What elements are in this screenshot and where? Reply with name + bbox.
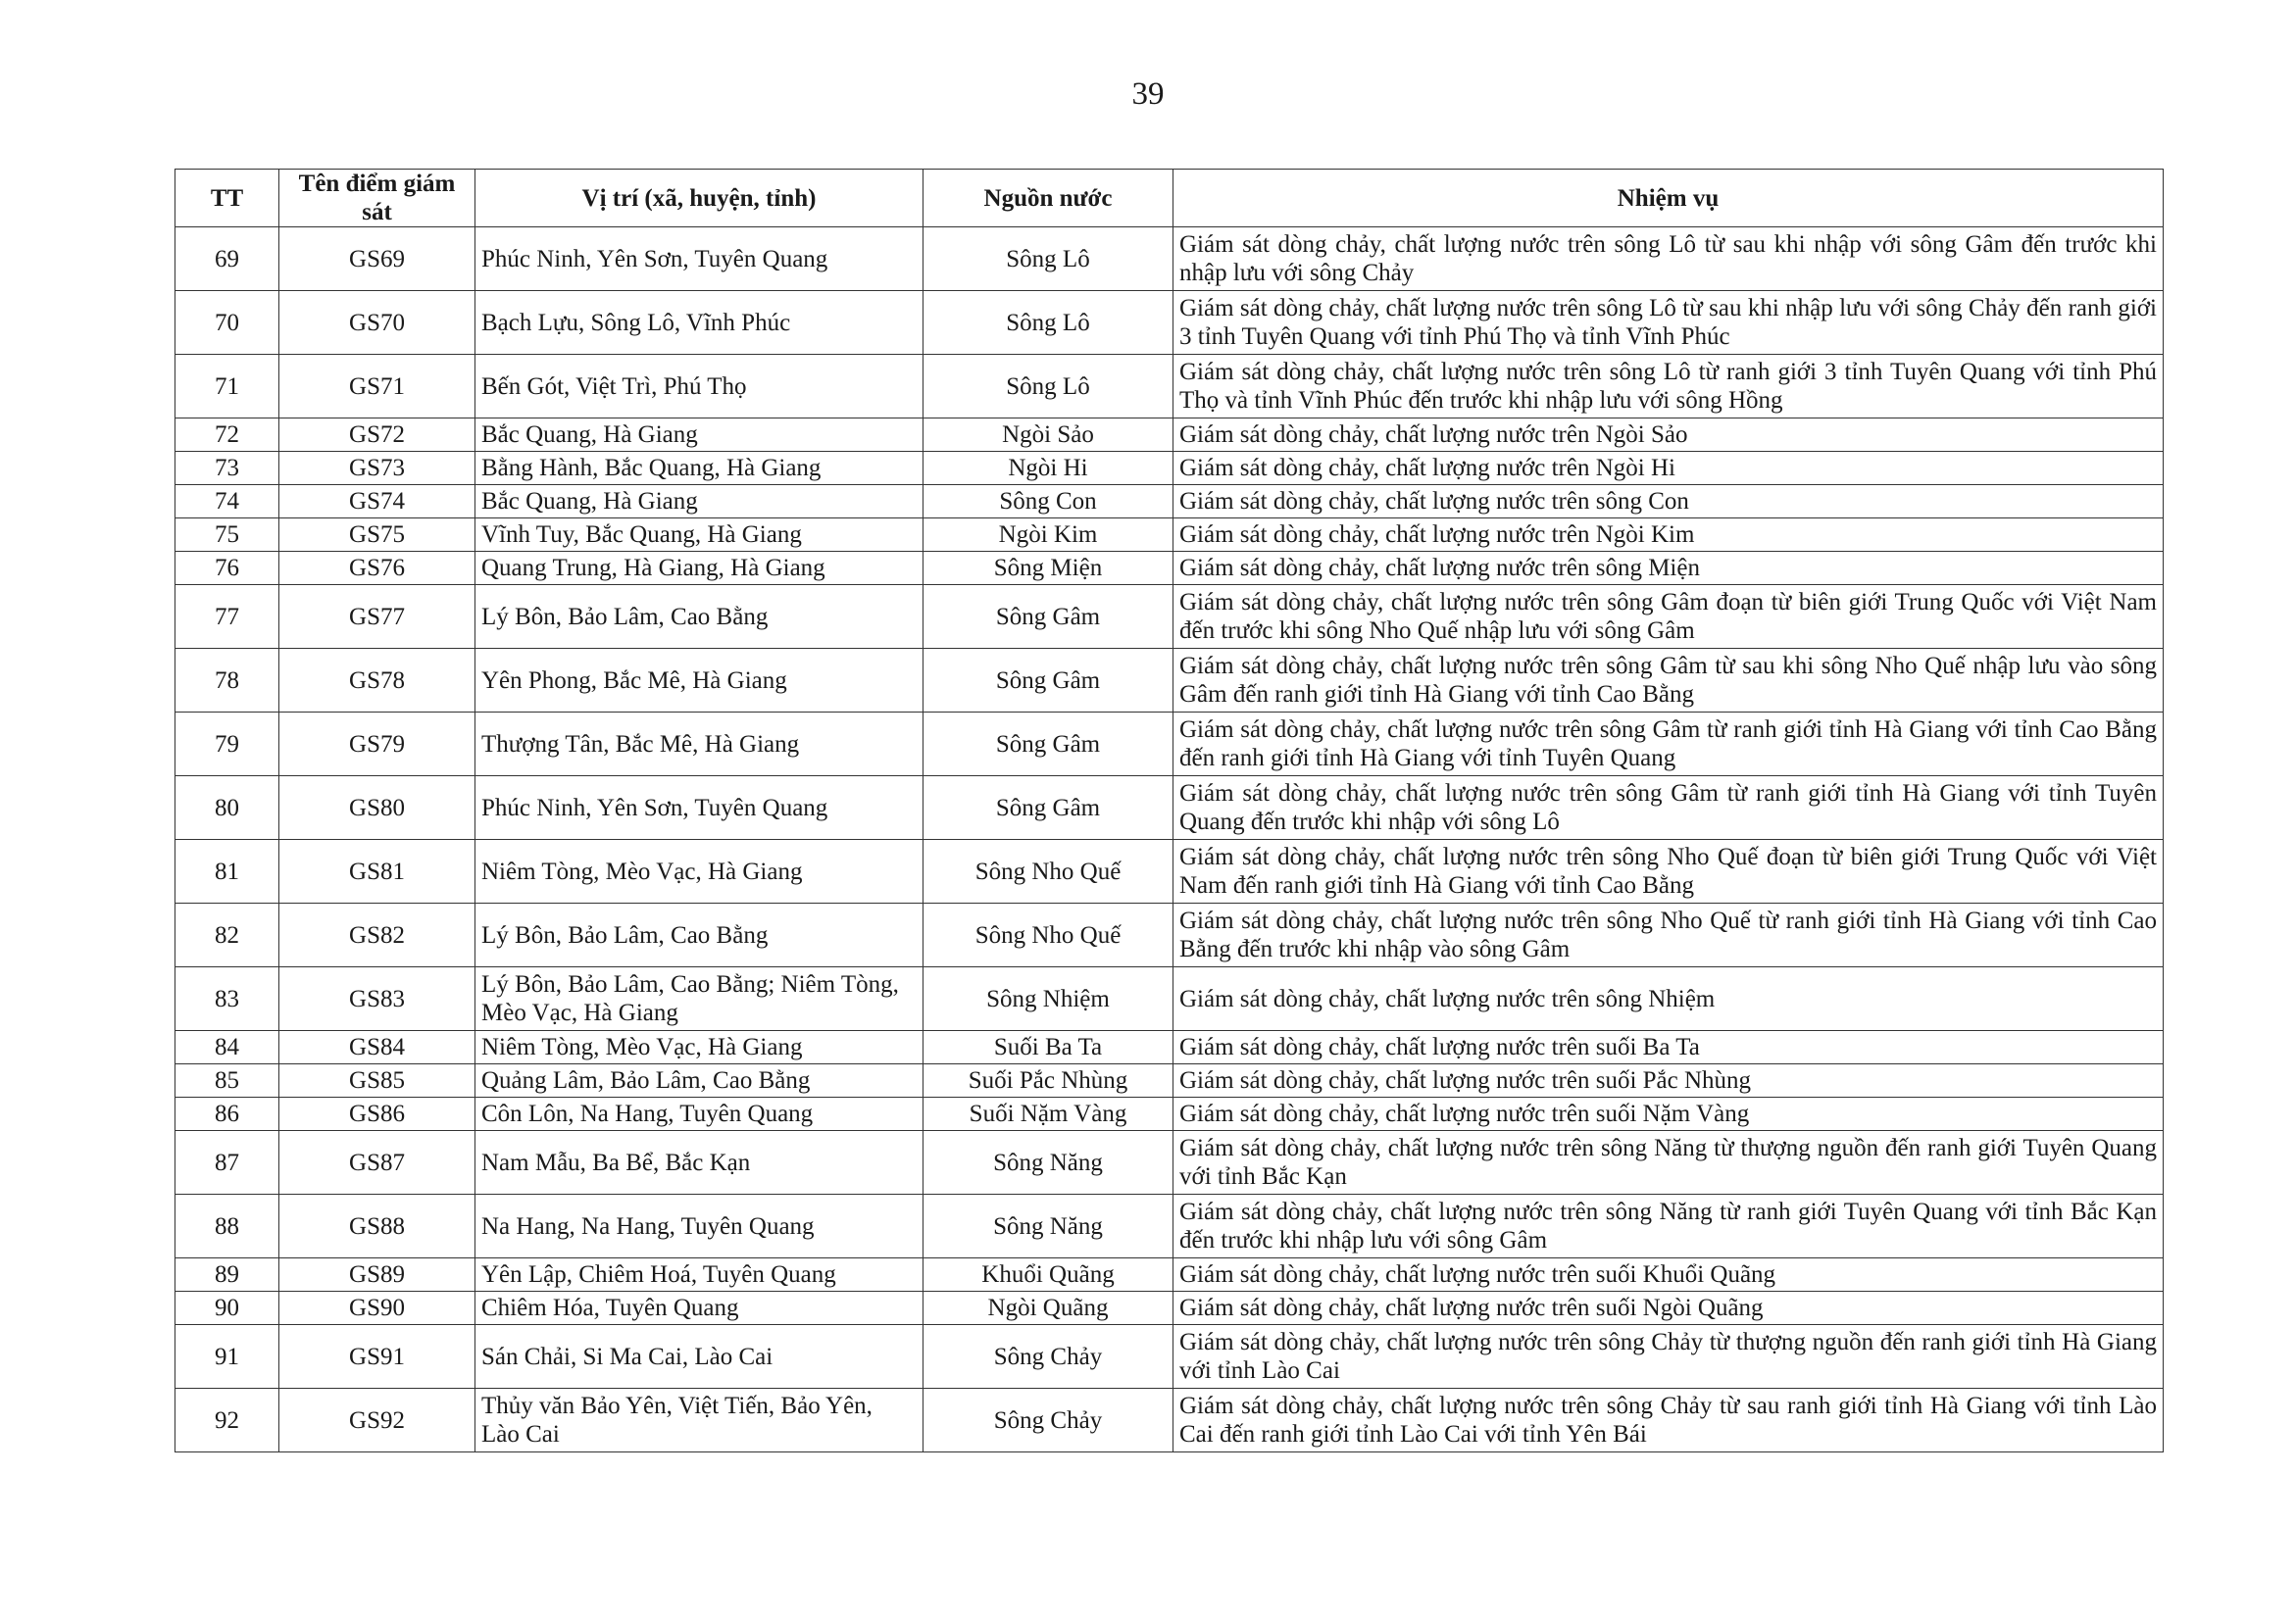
- cell-tt: 85: [175, 1064, 279, 1098]
- cell-location: Thượng Tân, Bắc Mê, Hà Giang: [475, 713, 923, 776]
- table-row: [175, 967, 2164, 1031]
- cell-monitoring-point-name: GS72: [279, 418, 475, 452]
- cell-location: Bạch Lựu, Sông Lô, Vĩnh Phúc: [475, 291, 923, 355]
- cell-task: Giám sát dòng chảy, chất lượng nước trên suối Khuổi Quãng: [1173, 1258, 2164, 1292]
- table-row: [175, 904, 2164, 967]
- cell-location: Phúc Ninh, Yên Sơn, Tuyên Quang: [475, 227, 923, 291]
- table-row: [175, 585, 2164, 649]
- cell-tt: 77: [175, 585, 279, 649]
- cell-monitoring-point-name: GS74: [279, 485, 475, 518]
- cell-water-source: Sông Chảy: [923, 1389, 1173, 1452]
- table-row: [175, 1195, 2164, 1258]
- table-header-row: [175, 170, 2164, 227]
- monitoring-table-wrapper: [175, 169, 2163, 1452]
- cell-water-source: Sông Chảy: [923, 1325, 1173, 1389]
- cell-water-source: Suối Nặm Vàng: [923, 1098, 1173, 1131]
- header-monitoring-point-name: Tên điểm giám sát: [279, 170, 475, 227]
- cell-water-source: Suối Ba Ta: [923, 1031, 1173, 1064]
- table-row: [175, 1064, 2164, 1098]
- cell-water-source: Sông Năng: [923, 1131, 1173, 1195]
- cell-location: Bằng Hành, Bắc Quang, Hà Giang: [475, 452, 923, 485]
- cell-task: Giám sát dòng chảy, chất lượng nước trên sông Con: [1173, 485, 2164, 518]
- cell-tt: 73: [175, 452, 279, 485]
- cell-water-source: Sông Miện: [923, 552, 1173, 585]
- table-row: [175, 518, 2164, 552]
- cell-task: Giám sát dòng chảy, chất lượng nước trên sông Nho Quế từ ranh giới tỉnh Hà Giang với tỉnh Cao Bằng đến trước khi nhập vào sông Gâm: [1173, 904, 2164, 967]
- cell-water-source: Sông Năng: [923, 1195, 1173, 1258]
- cell-monitoring-point-name: GS92: [279, 1389, 475, 1452]
- cell-task: Giám sát dòng chảy, chất lượng nước trên Ngòi Kim: [1173, 518, 2164, 552]
- cell-water-source: Sông Lô: [923, 291, 1173, 355]
- table-row: [175, 713, 2164, 776]
- cell-monitoring-point-name: GS71: [279, 355, 475, 418]
- cell-location: Niêm Tòng, Mèo Vạc, Hà Giang: [475, 1031, 923, 1064]
- header-water-source: Nguồn nước: [923, 170, 1173, 227]
- cell-location: Lý Bôn, Bảo Lâm, Cao Bằng: [475, 904, 923, 967]
- cell-location: Niêm Tòng, Mèo Vạc, Hà Giang: [475, 840, 923, 904]
- cell-task: Giám sát dòng chảy, chất lượng nước trên sông Chảy từ thượng nguồn đến ranh giới tỉnh Hà Giang với tỉnh Lào Cai: [1173, 1325, 2164, 1389]
- cell-tt: 80: [175, 776, 279, 840]
- cell-task: Giám sát dòng chảy, chất lượng nước trên suối Pắc Nhùng: [1173, 1064, 2164, 1098]
- cell-water-source: Sông Gâm: [923, 649, 1173, 713]
- monitoring-points-table: [175, 169, 2164, 1452]
- cell-water-source: Ngòi Kim: [923, 518, 1173, 552]
- cell-task: Giám sát dòng chảy, chất lượng nước trên Ngòi Hi: [1173, 452, 2164, 485]
- cell-tt: 75: [175, 518, 279, 552]
- cell-task: Giám sát dòng chảy, chất lượng nước trên Ngòi Sảo: [1173, 418, 2164, 452]
- cell-task: Giám sát dòng chảy, chất lượng nước trên sông Gâm từ ranh giới tỉnh Hà Giang với tỉnh Tuyên Quang đến trước khi nhập với sông Lô: [1173, 776, 2164, 840]
- cell-location: Phúc Ninh, Yên Sơn, Tuyên Quang: [475, 776, 923, 840]
- table-row: [175, 1389, 2164, 1452]
- cell-location: Côn Lôn, Na Hang, Tuyên Quang: [475, 1098, 923, 1131]
- cell-tt: 89: [175, 1258, 279, 1292]
- cell-location: Nam Mẫu, Ba Bể, Bắc Kạn: [475, 1131, 923, 1195]
- table-row: [175, 1131, 2164, 1195]
- table-row: [175, 1258, 2164, 1292]
- cell-water-source: Sông Lô: [923, 355, 1173, 418]
- cell-water-source: Sông Gâm: [923, 585, 1173, 649]
- cell-tt: 84: [175, 1031, 279, 1064]
- cell-tt: 83: [175, 967, 279, 1031]
- cell-water-source: Sông Gâm: [923, 713, 1173, 776]
- cell-tt: 71: [175, 355, 279, 418]
- cell-monitoring-point-name: GS69: [279, 227, 475, 291]
- cell-location: Quang Trung, Hà Giang, Hà Giang: [475, 552, 923, 585]
- table-row: [175, 1325, 2164, 1389]
- cell-tt: 91: [175, 1325, 279, 1389]
- cell-location: Yên Lập, Chiêm Hoá, Tuyên Quang: [475, 1258, 923, 1292]
- header-tt: TT: [175, 170, 279, 227]
- table-row: [175, 840, 2164, 904]
- cell-tt: 78: [175, 649, 279, 713]
- cell-monitoring-point-name: GS89: [279, 1258, 475, 1292]
- cell-monitoring-point-name: GS85: [279, 1064, 475, 1098]
- cell-water-source: Sông Gâm: [923, 776, 1173, 840]
- cell-water-source: Ngòi Sảo: [923, 418, 1173, 452]
- cell-task: Giám sát dòng chảy, chất lượng nước trên sông Lô từ sau khi nhập lưu với sông Chảy đến ranh giới 3 tỉnh Tuyên Quang với tỉnh Phú Thọ và tỉnh Vĩnh Phúc: [1173, 291, 2164, 355]
- cell-task: Giám sát dòng chảy, chất lượng nước trên sông Gâm đoạn từ biên giới Trung Quốc với Việt Nam đến trước khi sông Nho Quế nhập lưu với sông Gâm: [1173, 585, 2164, 649]
- cell-monitoring-point-name: GS76: [279, 552, 475, 585]
- cell-task: Giám sát dòng chảy, chất lượng nước trên sông Gâm từ sau khi sông Nho Quế nhập lưu vào sông Gâm đến ranh giới tỉnh Hà Giang với tỉnh Cao Bằng: [1173, 649, 2164, 713]
- table-row: [175, 649, 2164, 713]
- cell-monitoring-point-name: GS75: [279, 518, 475, 552]
- table-row: [175, 418, 2164, 452]
- cell-monitoring-point-name: GS79: [279, 713, 475, 776]
- cell-location: Lý Bôn, Bảo Lâm, Cao Bằng; Niêm Tòng, Mèo Vạc, Hà Giang: [475, 967, 923, 1031]
- cell-monitoring-point-name: GS78: [279, 649, 475, 713]
- table-row: [175, 776, 2164, 840]
- cell-monitoring-point-name: GS86: [279, 1098, 475, 1131]
- cell-task: Giám sát dòng chảy, chất lượng nước trên sông Gâm từ ranh giới tỉnh Hà Giang với tỉnh Cao Bằng đến ranh giới tỉnh Hà Giang với tỉnh Tuyên Quang: [1173, 713, 2164, 776]
- cell-tt: 90: [175, 1292, 279, 1325]
- cell-location: Bến Gót, Việt Trì, Phú Thọ: [475, 355, 923, 418]
- cell-tt: 92: [175, 1389, 279, 1452]
- cell-water-source: Sông Nhiệm: [923, 967, 1173, 1031]
- cell-location: Yên Phong, Bắc Mê, Hà Giang: [475, 649, 923, 713]
- cell-location: Na Hang, Na Hang, Tuyên Quang: [475, 1195, 923, 1258]
- cell-monitoring-point-name: GS88: [279, 1195, 475, 1258]
- table-row: [175, 485, 2164, 518]
- cell-water-source: Sông Con: [923, 485, 1173, 518]
- cell-tt: 70: [175, 291, 279, 355]
- cell-monitoring-point-name: GS81: [279, 840, 475, 904]
- cell-task: Giám sát dòng chảy, chất lượng nước trên sông Miện: [1173, 552, 2164, 585]
- cell-tt: 76: [175, 552, 279, 585]
- table-row: [175, 1292, 2164, 1325]
- cell-location: Sán Chải, Si Ma Cai, Lào Cai: [475, 1325, 923, 1389]
- table-row: [175, 291, 2164, 355]
- cell-task: Giám sát dòng chảy, chất lượng nước trên suối Ba Ta: [1173, 1031, 2164, 1064]
- cell-tt: 74: [175, 485, 279, 518]
- cell-task: Giám sát dòng chảy, chất lượng nước trên suối Nặm Vàng: [1173, 1098, 2164, 1131]
- cell-task: Giám sát dòng chảy, chất lượng nước trên sông Năng từ thượng nguồn đến ranh giới Tuyên Quang với tỉnh Bắc Kạn: [1173, 1131, 2164, 1195]
- cell-monitoring-point-name: GS91: [279, 1325, 475, 1389]
- table-row: [175, 355, 2164, 418]
- cell-tt: 79: [175, 713, 279, 776]
- cell-tt: 72: [175, 418, 279, 452]
- cell-task: Giám sát dòng chảy, chất lượng nước trên sông Nho Quế đoạn từ biên giới Trung Quốc với Việt Nam đến ranh giới tỉnh Hà Giang với tỉnh Cao Bằng: [1173, 840, 2164, 904]
- cell-location: Quảng Lâm, Bảo Lâm, Cao Bằng: [475, 1064, 923, 1098]
- cell-task: Giám sát dòng chảy, chất lượng nước trên sông Chảy từ sau ranh giới tỉnh Hà Giang với tỉnh Lào Cai đến ranh giới tỉnh Lào Cai với tỉnh Yên Bái: [1173, 1389, 2164, 1452]
- table-row: [175, 227, 2164, 291]
- cell-water-source: Khuổi Quãng: [923, 1258, 1173, 1292]
- cell-monitoring-point-name: GS87: [279, 1131, 475, 1195]
- cell-water-source: Sông Nho Quế: [923, 840, 1173, 904]
- table-body: [175, 227, 2164, 1452]
- cell-tt: 86: [175, 1098, 279, 1131]
- cell-monitoring-point-name: GS83: [279, 967, 475, 1031]
- cell-monitoring-point-name: GS70: [279, 291, 475, 355]
- cell-monitoring-point-name: GS80: [279, 776, 475, 840]
- cell-location: Vĩnh Tuy, Bắc Quang, Hà Giang: [475, 518, 923, 552]
- header-location: Vị trí (xã, huyện, tỉnh): [475, 170, 923, 227]
- cell-location: Bắc Quang, Hà Giang: [475, 485, 923, 518]
- cell-monitoring-point-name: GS84: [279, 1031, 475, 1064]
- cell-task: Giám sát dòng chảy, chất lượng nước trên sông Năng từ ranh giới Tuyên Quang với tỉnh Bắc Kạn đến trước khi nhập lưu với sông Gâm: [1173, 1195, 2164, 1258]
- cell-monitoring-point-name: GS82: [279, 904, 475, 967]
- cell-location: Chiêm Hóa, Tuyên Quang: [475, 1292, 923, 1325]
- cell-water-source: Sông Lô: [923, 227, 1173, 291]
- cell-location: Bắc Quang, Hà Giang: [475, 418, 923, 452]
- cell-task: Giám sát dòng chảy, chất lượng nước trên sông Nhiệm: [1173, 967, 2164, 1031]
- cell-task: Giám sát dòng chảy, chất lượng nước trên suối Ngòi Quãng: [1173, 1292, 2164, 1325]
- cell-water-source: Sông Nho Quế: [923, 904, 1173, 967]
- cell-location: Thủy văn Bảo Yên, Việt Tiến, Bảo Yên, Lào Cai: [475, 1389, 923, 1452]
- cell-monitoring-point-name: GS77: [279, 585, 475, 649]
- cell-water-source: Ngòi Quãng: [923, 1292, 1173, 1325]
- table-row: [175, 1031, 2164, 1064]
- cell-tt: 82: [175, 904, 279, 967]
- table-row: [175, 1098, 2164, 1131]
- page-number: 39: [1131, 76, 1165, 112]
- cell-water-source: Suối Pắc Nhùng: [923, 1064, 1173, 1098]
- cell-monitoring-point-name: GS90: [279, 1292, 475, 1325]
- cell-tt: 88: [175, 1195, 279, 1258]
- cell-task: Giám sát dòng chảy, chất lượng nước trên sông Lô từ ranh giới 3 tỉnh Tuyên Quang với tỉnh Phú Thọ và tỉnh Vĩnh Phúc đến trước khi nhập lưu với sông Hồng: [1173, 355, 2164, 418]
- cell-location: Lý Bôn, Bảo Lâm, Cao Bằng: [475, 585, 923, 649]
- cell-tt: 87: [175, 1131, 279, 1195]
- cell-tt: 81: [175, 840, 279, 904]
- cell-tt: 69: [175, 227, 279, 291]
- cell-task: Giám sát dòng chảy, chất lượng nước trên sông Lô từ sau khi nhập với sông Gâm đến trước khi nhập lưu với sông Chảy: [1173, 227, 2164, 291]
- header-task: Nhiệm vụ: [1173, 170, 2164, 227]
- table-row: [175, 452, 2164, 485]
- table-row: [175, 552, 2164, 585]
- cell-monitoring-point-name: GS73: [279, 452, 475, 485]
- cell-water-source: Ngòi Hi: [923, 452, 1173, 485]
